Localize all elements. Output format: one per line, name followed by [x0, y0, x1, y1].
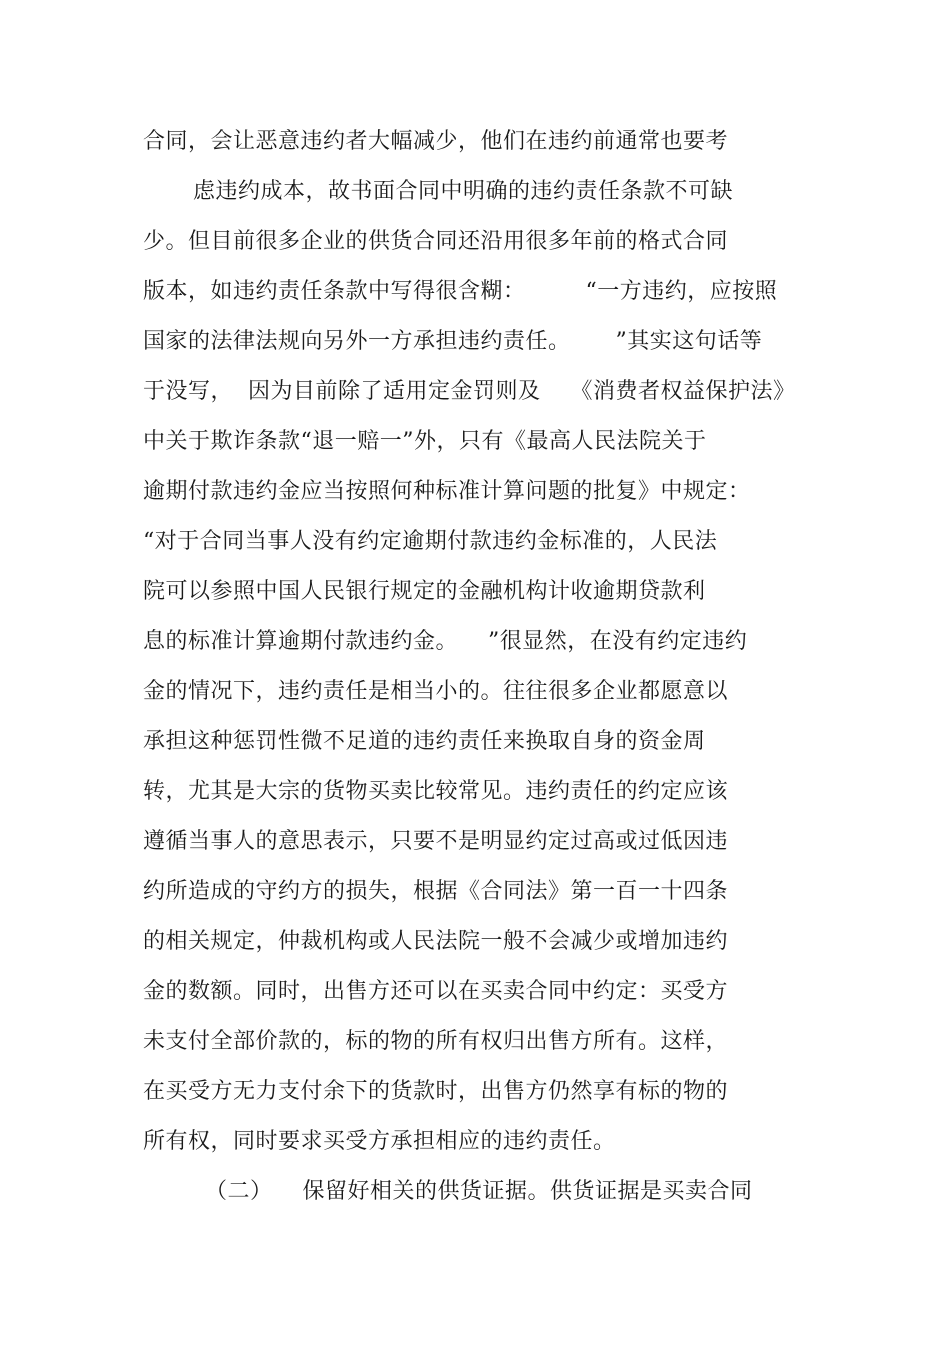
text-line: 少。但目前很多企业的供货合同还沿用很多年前的格式合同 — [143, 229, 729, 254]
text-line: 金的情况下，违约责任是相当小的。往往很多企业都愿意以 — [143, 679, 729, 704]
text-line: 国家的法律法规向另外一方承担违约责任。 ”其实这句话等 — [143, 329, 763, 354]
text-line: 版本，如违约责任条款中写得很含糊： “一方违约，应按照 — [143, 279, 778, 304]
section-heading-line: （二） 保留好相关的供货证据。供货证据是买卖合同 — [205, 1179, 753, 1204]
text-line: 中关于欺诈条款“退一赔一”外，只有《最高人民法院关于 — [143, 429, 707, 454]
text-line: “对于合同当事人没有约定逾期付款违约金标准的，人民法 — [143, 529, 718, 554]
text-line: 未支付全部价款的，标的物的所有权归出售方所有。这样， — [143, 1029, 729, 1054]
text-line: 逾期付款违约金应当按照何种标准计算问题的批复》中规定： — [143, 479, 751, 504]
text-line: 所有权，同时要求买受方承担相应的违约责任。 — [143, 1129, 616, 1154]
text-line: 于没写， 因为目前除了适用定金罚则及 《消费者权益保护法》 — [143, 379, 796, 404]
text-line: 虑违约成本，故书面合同中明确的违约责任条款不可缺 — [193, 179, 734, 204]
text-line: 转，尤其是大宗的货物买卖比较常见。违约责任的约定应该 — [143, 779, 729, 804]
text-line: 息的标准计算逾期付款违约金。 ”很显然，在没有约定违约 — [143, 629, 748, 654]
text-line: 院可以参照中国人民银行规定的金融机构计收逾期贷款利 — [143, 579, 706, 604]
text-line: 遵循当事人的意思表示，只要不是明显约定过高或过低因违 — [143, 829, 729, 854]
text-line: 金的数额。同时，出售方还可以在买卖合同中约定：买受方 — [143, 979, 729, 1004]
text-line: 在买受方无力支付余下的货款时，出售方仍然享有标的物的 — [143, 1079, 729, 1104]
text-line: 的相关规定，仲裁机构或人民法院一般不会减少或增加违约 — [143, 929, 729, 954]
text-line: 约所造成的守约方的损失，根据《合同法》第一百一十四条 — [143, 879, 729, 904]
text-line: 合同，会让恶意违约者大幅减少，他们在违约前通常也要考 — [143, 129, 729, 154]
text-line: 承担这种惩罚性微不足道的违约责任来换取自身的资金周 — [143, 729, 706, 754]
